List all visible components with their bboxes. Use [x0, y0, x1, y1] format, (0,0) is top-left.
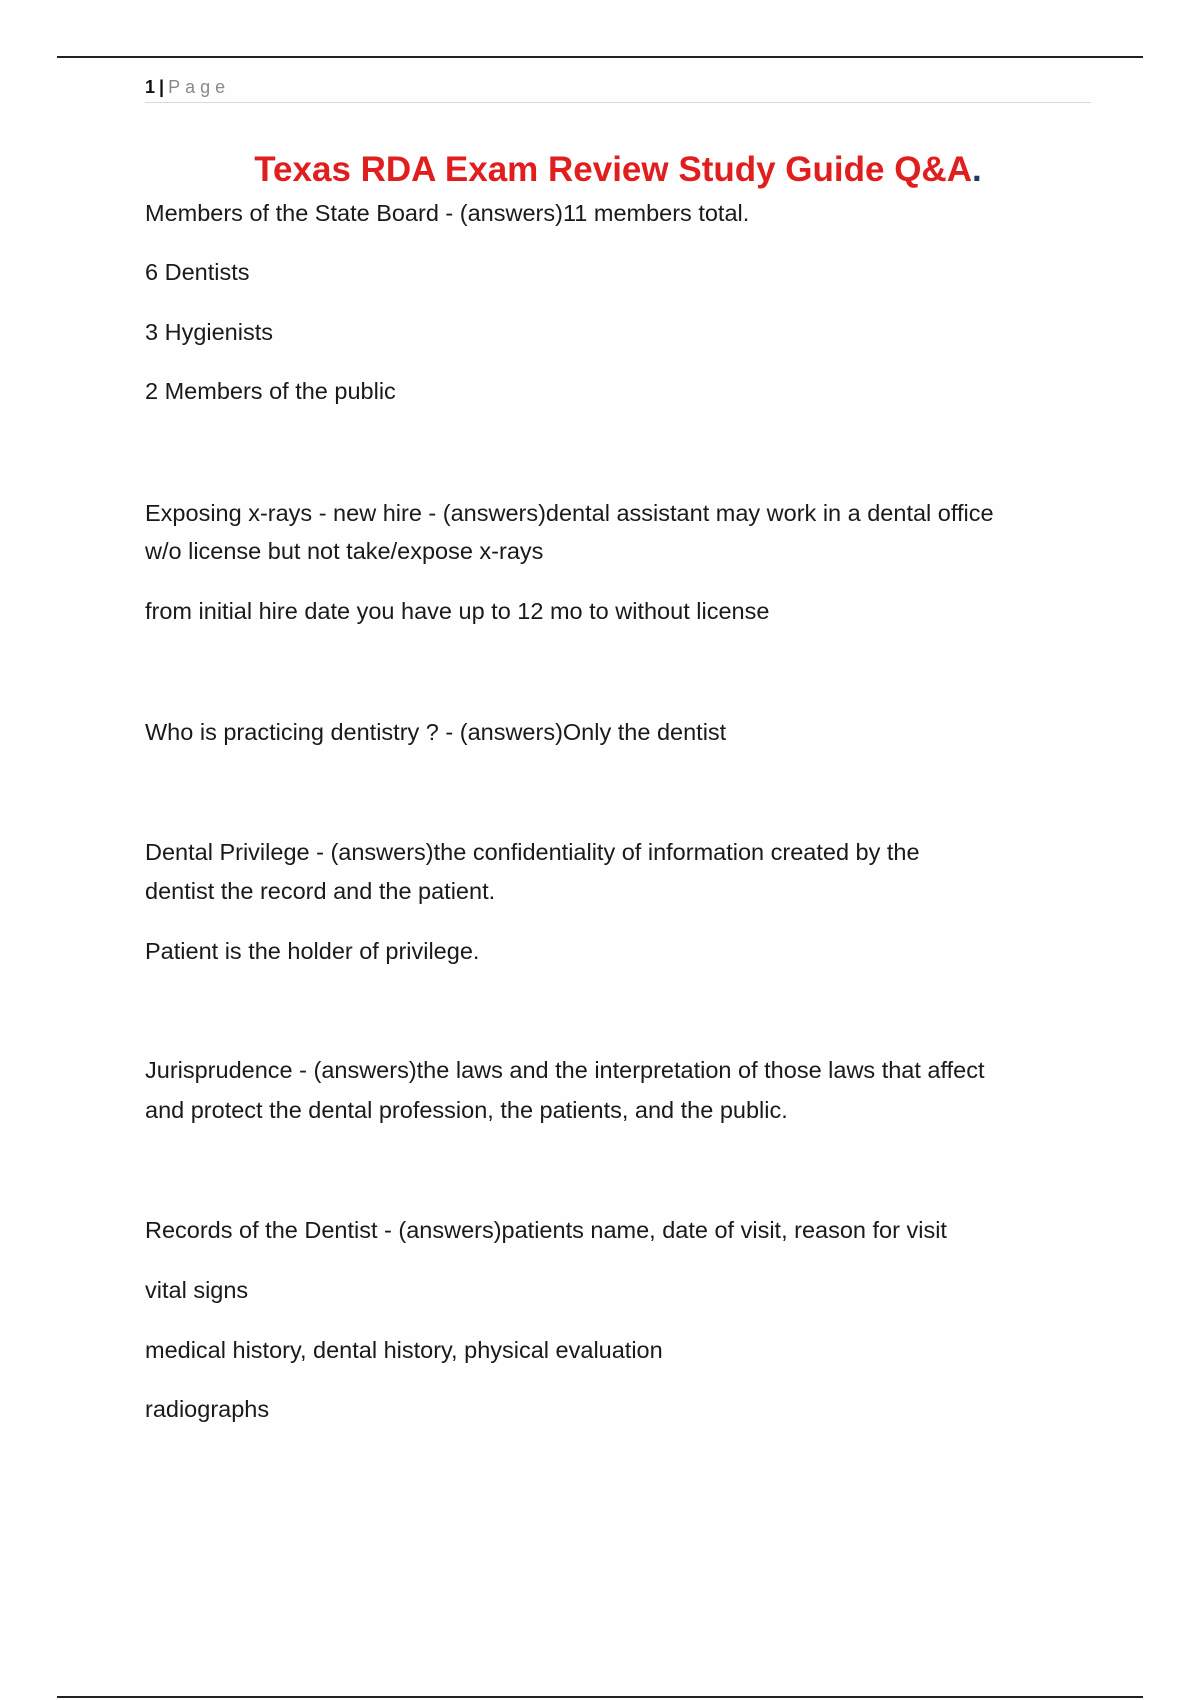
text-line: Jurisprudence - (answers)the laws and the interpretation of those laws that affect [145, 1057, 985, 1083]
text-line: 6 Dentists [145, 259, 250, 285]
text-line: medical history, dental history, physical evaluation [145, 1337, 663, 1363]
text-line: and protect the dental profession, the patients, and the public. [145, 1097, 788, 1123]
document-title-text: Texas RDA Exam Review Study Guide Q&A [254, 150, 972, 189]
page-label: Page [168, 77, 231, 97]
document-title-period: . [971, 150, 982, 189]
page-header [145, 74, 1091, 103]
text-line: from initial hire date you have up to 12 mo to without license [145, 598, 770, 624]
text-line: Patient is the holder of privilege. [145, 938, 480, 964]
text-line: vital signs [145, 1277, 249, 1303]
top-rule [57, 56, 1143, 58]
text-line: 2 Members of the public [145, 378, 396, 404]
text-line: Members of the State Board - (answers)11 members total. [145, 200, 750, 226]
text-line: Records of the Dentist - (answers)patients name, date of visit, reason for visit [145, 1217, 947, 1243]
page-separator: | [159, 77, 165, 97]
text-line: w/o license but not take/expose x-rays [145, 538, 544, 564]
text-line: Dental Privilege - (answers)the confidentiality of information created by the [145, 839, 920, 865]
page-number: 1 [145, 77, 156, 97]
text-line: Exposing x-rays - new hire - (answers)dental assistant may work in a dental office [145, 500, 994, 526]
bottom-rule [57, 1696, 1143, 1698]
text-line: dentist the record and the patient. [145, 878, 496, 904]
text-line: 3 Hygienists [145, 319, 273, 345]
document-title [145, 146, 1091, 194]
text-line: Who is practicing dentistry ? - (answers)Only the dentist [145, 719, 727, 745]
text-line: radiographs [145, 1396, 270, 1422]
